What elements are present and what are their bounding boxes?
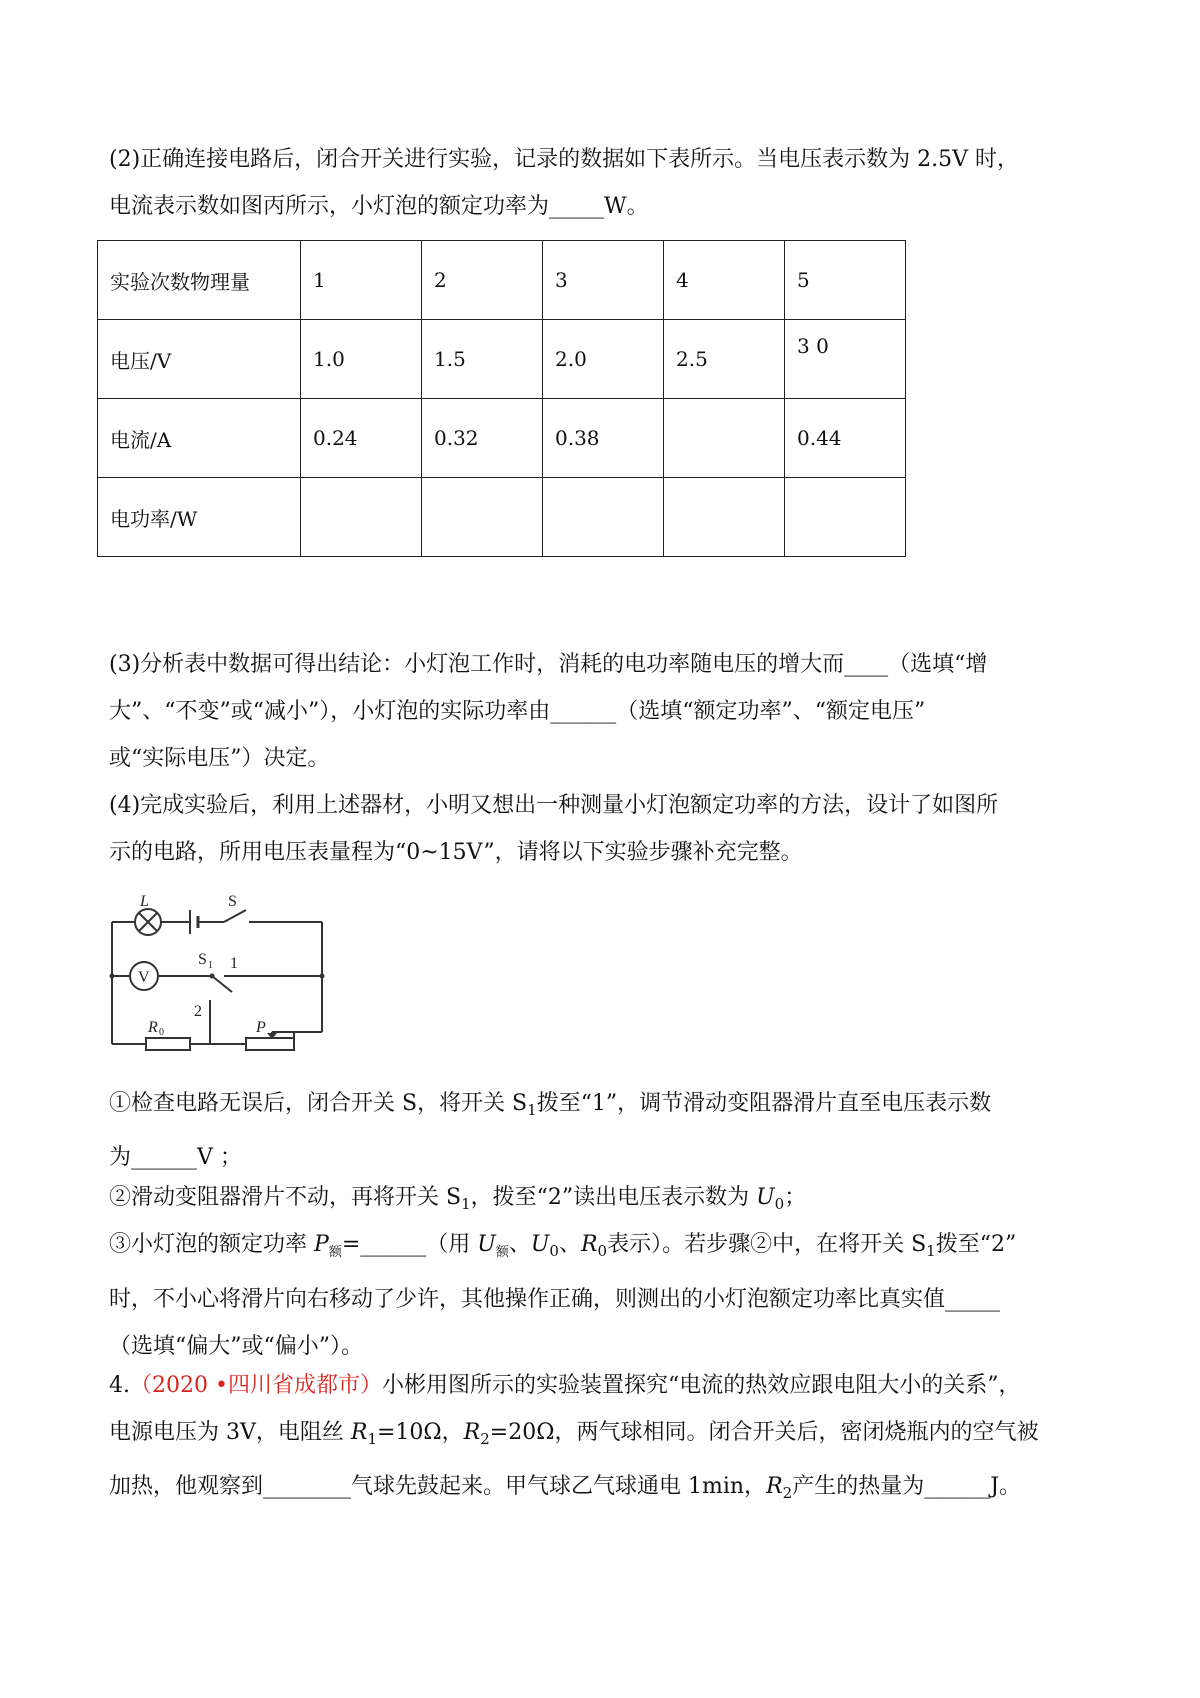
table-cell [785,478,906,557]
position-1-label: 1 [230,955,238,972]
step3-text-c: 、 [508,1232,531,1257]
table-row [98,399,906,478]
switch-s-label: S [228,893,237,910]
step3-r0-sub: 0 [597,1242,608,1260]
q4b-r2-sub: 2 [480,1430,490,1448]
q4b-line3b: 产生的热量为______J。 [792,1474,1022,1499]
table-cell: 2.5 [664,320,785,399]
voltmeter-label: V [138,969,150,986]
table-cell: 0.38 [543,399,664,478]
table-cell [301,478,422,557]
table-cell: 0.24 [301,399,422,478]
q3-line2: 大”、“不变”或“减小”），小灯泡的实际功率由______（选填“额定功率”、“额定电压” [109,699,926,724]
switch-s1-label: S [198,951,207,968]
switch-s1-sub: 1 [208,960,213,971]
step2-text-b: ，拨至“2”读出电压表示数为 [470,1185,757,1210]
table-cell: 电功率/W [98,478,301,557]
resistor-icon [146,1038,190,1050]
step3-paragraph [109,1221,1099,1370]
switch-s-blade [224,910,246,922]
table-cell: 电流/A [98,399,301,478]
table-cell: 实验次数物理量 [98,241,301,320]
table-cell [664,478,785,557]
step3-u: U [477,1232,496,1257]
data-table [97,240,906,557]
step1-sub: 1 [527,1101,537,1119]
q4b-r2: R [463,1420,481,1445]
table-cell [664,399,785,478]
step1-text-b: 拨至“1”，调节滑动变阻器滑片直至电压表示数 [536,1091,992,1116]
step1-text-a: ①检查电路无误后，闭合开关 S，将开关 S [109,1091,528,1116]
step3-p: P [314,1232,329,1257]
step3-u-sub: 额 [495,1245,509,1260]
table-cell: 5 [785,241,906,320]
rheostat-label: P [256,1019,266,1036]
step2-u-sub: 0 [774,1195,785,1213]
q2-line2: 电流表示数如图丙所示，小灯泡的额定功率为_____W。 [109,194,649,219]
lamp-label: L [140,893,149,910]
step3-u0: U [530,1232,550,1257]
q4-line2: 示的电路，所用电压表量程为“0~15V”，请将以下实验步骤补充完整。 [109,840,803,865]
table-cell: 1.0 [301,320,422,399]
step1-paragraph [109,1080,1099,1181]
step2-u: U [756,1185,775,1210]
table-row [98,241,906,320]
q2-paragraph [109,136,1099,230]
table-row [98,320,906,399]
table-cell: 0.32 [422,399,543,478]
q3-line1: (3)分析表中数据可得出结论：小灯泡工作时，消耗的电功率随电压的增大而____（选填“增 [109,652,988,677]
step3-text-b: =______（用 [341,1232,478,1257]
question-number: 4. [109,1373,130,1398]
resistor-label: R [148,1019,158,1036]
table-cell: 3 [543,241,664,320]
q4-line1: (4)完成实验后，利用上述器材，小明又想出一种测量小灯泡额定功率的方法，设计了如图所 [109,793,999,818]
q4b-line2c: =20Ω，两气球相同。闭合开关后，密闭烧瓶内的空气被 [489,1420,1039,1445]
q4b-line2b: =10Ω， [377,1420,464,1445]
rheostat-icon [246,1038,294,1050]
position-2-label: 2 [194,1003,202,1020]
table-cell: 2.0 [543,320,664,399]
resistor-sub: 0 [159,1027,164,1038]
q4b-text-a: 小彬用图所示的实验装置探究“电流的热效应跟电阻大小的关系”， [381,1373,1021,1398]
step3-r0: R [580,1232,598,1257]
step2-sub: 1 [461,1195,471,1213]
table-cell: 电压/V [98,320,301,399]
q4b-r1-sub: 1 [367,1430,377,1448]
table-cell: 3 0 [785,320,906,399]
table-cell: 0.44 [785,399,906,478]
switch-s1-blade [212,976,232,992]
q4b-r1: R [350,1420,368,1445]
step2-end: ； [784,1185,807,1210]
step3-s-sub: 1 [926,1242,936,1260]
step2-text-a: ②滑动变阻器滑片不动，再将开关 S [109,1185,462,1210]
step3-text-a: ③小灯泡的额定功率 [109,1232,314,1257]
question-source: （2020 •四川省成都市） [130,1373,382,1398]
q4b-paragraph [109,1362,1099,1517]
table-row [98,478,906,557]
step3-line3: （选填“偏大”或“偏小”）。 [109,1334,363,1359]
step3-p-sub: 额 [328,1245,342,1260]
q4b-line2a: 电源电压为 3V，电阻丝 [109,1420,351,1445]
q4b-line3a: 加热，他观察到________气球先鼓起来。甲气球乙气球通电 1min， [109,1474,767,1499]
step3-text-d: 、 [558,1232,581,1257]
table-cell [543,478,664,557]
step3-line2: 时，不小心将滑片向右移动了少许，其他操作正确，则测出的小灯泡额定功率比真实值_____ [109,1287,1001,1312]
q3-paragraph [109,641,1099,782]
table-cell [422,478,543,557]
step3-text-e: 表示）。若步骤②中，在将开关 S [607,1232,927,1257]
q3-line3: 或“实际电压”）决定。 [109,746,330,771]
step3-text-f: 拨至“2” [935,1232,1017,1257]
q2-line1: (2)正确连接电路后，闭合开关进行实验，记录的数据如下表所示。当电压表示数为 2.5V 时， [109,147,1020,172]
q4b-r2b-sub: 2 [782,1484,793,1502]
table-cell: 2 [422,241,543,320]
q4-paragraph [109,782,1099,876]
table-cell: 4 [664,241,785,320]
step1-line2: 为______V ； [109,1145,242,1170]
step3-u0-sub: 0 [549,1242,559,1260]
circuit-diagram [106,880,336,1060]
table-cell: 1 [301,241,422,320]
table-cell: 1.5 [422,320,543,399]
q4b-r2b: R [766,1474,783,1499]
step2-paragraph [109,1174,1099,1228]
